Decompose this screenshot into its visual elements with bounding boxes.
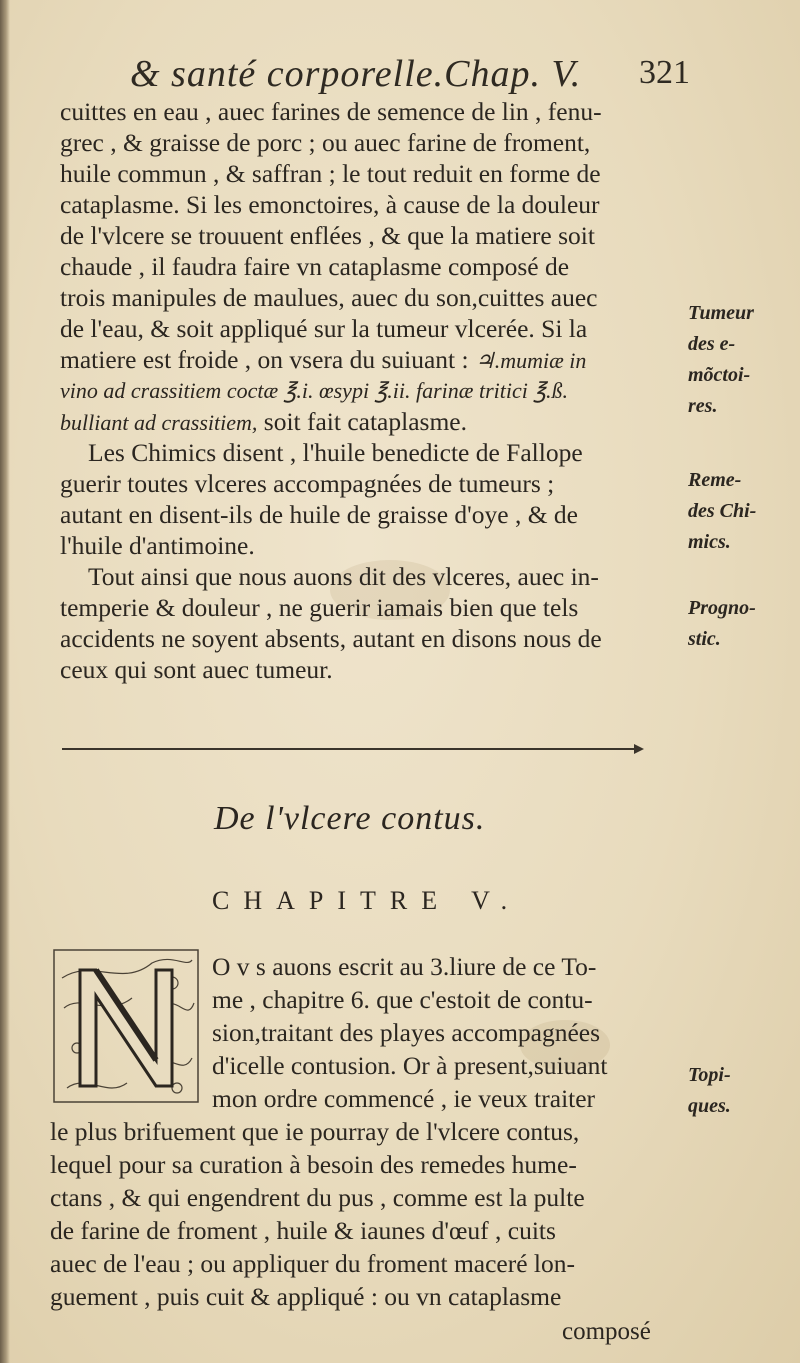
margin-line: Progno-	[688, 597, 756, 619]
running-head	[130, 52, 690, 100]
text-line: me , chapitre 6. que c'estoit de contu-	[212, 985, 593, 1014]
text-line	[60, 344, 680, 375]
text-line: accidents ne soyent absents, autant en disons nous de	[60, 624, 602, 653]
margin-line: stic.	[688, 628, 721, 650]
text-line: sion,traitant des playes accompagnées	[212, 1018, 601, 1047]
text-line: cataplasme. Si les emonctoires, à cause de la douleur	[60, 190, 600, 219]
chapter-opening-text	[212, 950, 682, 1115]
chapter-heading: CHAPITRE V.	[212, 886, 522, 915]
text-line: auec de l'eau ; ou appliquer du froment maceré lon-	[50, 1249, 575, 1278]
text-line: Tout ainsi que nous auons dit des vlceres, auec in-	[88, 562, 599, 591]
recipe-text: ♃.mumiæ in	[474, 348, 587, 373]
section-divider-rule	[62, 748, 642, 750]
running-title: & santé corporelle.Chap. V.	[130, 53, 582, 95]
text-line: trois manipules de maulues, auec du son,cuittes auec	[60, 283, 598, 312]
margin-line: mõctoi-	[688, 364, 751, 386]
margin-line: ques.	[688, 1095, 731, 1117]
text-line: chaude , il faudra faire vn cataplasme composé de	[60, 252, 570, 281]
text-segment: soit fait cataplasme.	[257, 407, 467, 436]
margin-line: des e-	[688, 333, 736, 355]
margin-line: des Chi-	[688, 500, 757, 522]
text-line: O v s auons escrit au 3.liure de ce To-	[212, 952, 597, 981]
recipe-text: bulliant ad crassitiem,	[60, 410, 258, 435]
margin-note-topiques	[688, 1060, 792, 1122]
text-line: de l'vlcere se trouuent enflées , & que la matiere soit	[60, 221, 595, 250]
text-line: le plus brifuement que ie pourray de l'vlcere contus,	[50, 1117, 580, 1146]
margin-line: Tumeur	[688, 302, 754, 324]
text-line: huile commun , & saffran ; le tout reduit en forme de	[60, 159, 601, 188]
section-title: De l'vlcere contus.	[214, 800, 486, 837]
margin-note-tumeur	[688, 298, 792, 422]
decorated-initial-n-icon	[52, 948, 200, 1104]
page-edge-shadow	[0, 0, 10, 1363]
text-line: de farine de froment , huile & iaunes d'œuf , cuits	[50, 1216, 556, 1245]
divider-arrow-icon	[634, 744, 644, 754]
text-line: lequel pour sa curation à besoin des remedes hume-	[50, 1150, 577, 1179]
text-line: temperie & douleur , ne guerir iamais bien que tels	[60, 593, 579, 622]
text-line: Les Chimics disent , l'huile benedicte de Fallope	[88, 438, 583, 467]
body-text	[60, 96, 680, 685]
text-line: grec , & graisse de porc ; ou auec farine de froment,	[60, 128, 591, 157]
margin-line: Topi-	[688, 1064, 731, 1086]
margin-line: res.	[688, 395, 718, 417]
margin-line: mics.	[688, 531, 731, 553]
catchword: composé	[562, 1318, 651, 1345]
text-line: cuittes en eau , auec farines de semence de lin , fenu-	[60, 97, 602, 126]
margin-note-prognostic	[688, 593, 792, 655]
chapter-body-text	[50, 1115, 680, 1313]
text-line: de l'eau, & soit appliqué sur la tumeur vlcerée. Si la	[60, 314, 588, 343]
text-segment: matiere est froide , on vsera du suiuant :	[60, 345, 469, 374]
recipe-line: vino ad crassitiem coctæ ℥.i. œsypi ℥.ii. farinæ tritici ℥.ß.	[60, 378, 569, 403]
text-line: ceux qui sont auec tumeur.	[60, 655, 333, 684]
margin-line: Reme-	[688, 469, 742, 491]
margin-note-remedes	[688, 465, 792, 558]
text-line: guerir toutes vlceres accompagnées de tumeurs ;	[60, 469, 555, 498]
text-line: autant en disent-ils de huile de graisse d'oye , & de	[60, 500, 578, 529]
text-line: mon ordre commencé , ie veux traiter	[212, 1084, 596, 1113]
text-line: guement , puis cuit & appliqué : ou vn cataplasme	[50, 1282, 562, 1311]
text-line: l'huile d'antimoine.	[60, 531, 255, 560]
text-line: d'icelle contusion. Or à present,suiuant	[212, 1051, 608, 1080]
text-line: ctans , & qui engendrent du pus , comme est la pulte	[50, 1183, 585, 1212]
page-number: 321	[639, 54, 690, 91]
text-line	[60, 406, 680, 437]
